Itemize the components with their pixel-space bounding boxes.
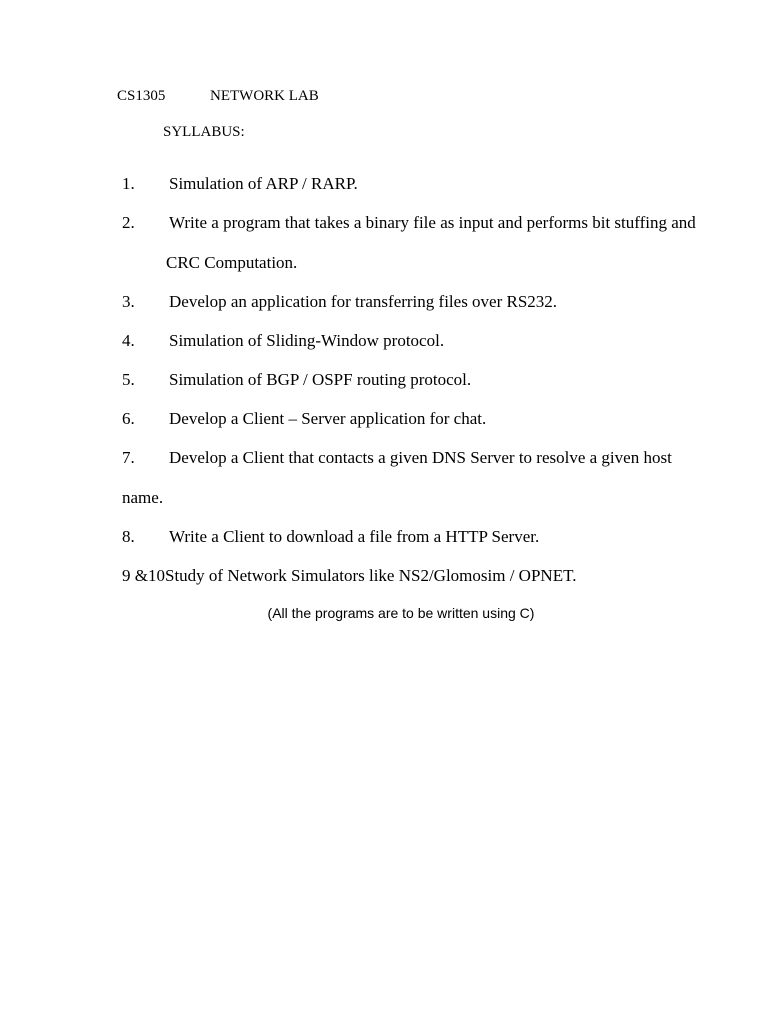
item-text: Study of Network Simulators like NS2/Glomosim / OPNET. (164, 566, 577, 585)
item-text: Simulation of BGP / OSPF routing protocol. (169, 370, 472, 389)
item-number: 2. (122, 213, 135, 232)
item-text: Simulation of ARP / RARP. (169, 174, 358, 193)
item-number: 1. (122, 174, 135, 193)
syllabus-item-7-continuation: name. (122, 488, 164, 507)
item-number: 4. (122, 331, 135, 350)
item-text: Develop a Client – Server application for chat. (169, 409, 487, 428)
item-text: Simulation of Sliding-Window protocol. (169, 331, 445, 350)
item-text: Write a Client to download a file from a HTTP Server. (169, 527, 540, 546)
syllabus-heading: SYLLABUS: (163, 124, 245, 140)
item-number: 8. (122, 527, 135, 546)
language-note: (All the programs are to be written using C) (267, 605, 535, 621)
course-header (117, 88, 319, 105)
item-text: Develop a Client that contacts a given DNS Server to resolve a given host (169, 448, 672, 467)
item-number: 5. (122, 370, 135, 389)
item-number: 7. (122, 448, 135, 467)
item-text: Write a program that takes a binary file as input and performs bit stuffing and (169, 213, 696, 232)
course-title: NETWORK LAB (210, 88, 319, 104)
item-number: 6. (122, 409, 135, 428)
syllabus-item-9-10 (122, 566, 576, 586)
item-number: 9 &10 (122, 566, 165, 585)
course-code: CS1305 (117, 88, 166, 104)
item-text: Develop an application for transferring files over RS232. (169, 292, 558, 311)
syllabus-item-2-continuation: CRC Computation. (166, 253, 298, 272)
item-number: 3. (122, 292, 135, 311)
